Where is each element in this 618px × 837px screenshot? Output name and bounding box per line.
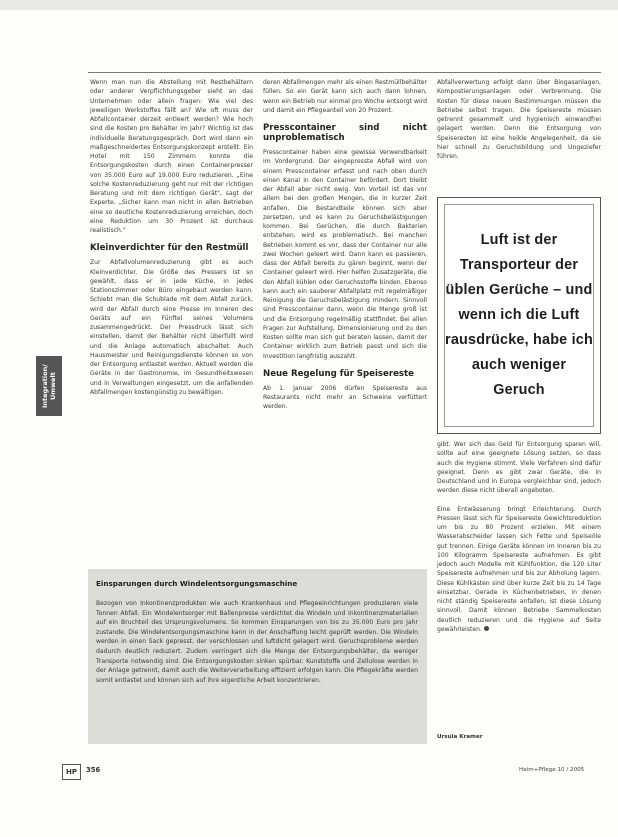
- column-right: [437, 78, 601, 161]
- paragraph: deren Abfallmengen mehr als einen Restmüllbehälter füllen. So ein Gerät kann sich auch dann lohnen, wenn ein Betrieb nur einmal pro Woche entsorgt wird und damit ein Pflegeanteil von 20 Prozent.: [263, 79, 427, 114]
- top-edge: [0, 0, 618, 10]
- info-box: [88, 569, 427, 744]
- pull-quote-text: Luft ist der Transporteur der üblen Gerüche – und wenn ich die Luft rausdrücke, habe ich auch weniger Geruch: [445, 232, 593, 398]
- info-box-text: Bezogen von Inkontinenzprodukten wie auch Krankenhaus und Pflegeeinrichtungen produzieren viele Tonnen Abfall. Ein Windelentsorger mit Ballenpresse verdichtet die Windeln und Inkontinenzmaterialien auf ein Bruchteil des Ursprungsvolumens. So kommen Einsparungen von bis zu 35.000 Euro pro Jahr zustande. Die Windelentsorgungsmaschine kann in der Anschaffung leicht geprüft werden. Die Windeln werden in einen Sack gepresst, der verschlossen und luftdicht gelagert wird. Geruchsprobleme werden dadurch deutlich reduziert. Zudem verringert sich die Menge der Entsorgungsbehälter, da weniger Transporte notwendig sind. Die Entsorgungskosten sinken spürbar. Kunststoffe und Zellulose werden in der Anlage getrennt, damit auch die Weiterverarbeitung effizient erfolgen kann. Die Pflegekräfte werden somit entlastet und können sich auf ihre eigentliche Arbeit konzentrieren.: [96, 600, 418, 684]
- author-name: Ursula Kramer: [437, 734, 483, 740]
- paragraph: [437, 505, 601, 635]
- column-right-lower: [437, 440, 601, 634]
- subheading: Neue Regelung für Speisereste: [263, 368, 414, 379]
- column-left: [90, 78, 253, 397]
- subheading: Kleinverdichter für den Restmüll: [90, 243, 249, 254]
- section-tab: Integration/ Umwelt: [36, 356, 62, 416]
- info-box-title: Einsparungen durch Windelentsorgungsmaschine: [96, 579, 298, 588]
- paragraph: gibt. Wer sich das Geld für Entsorgung sparen will, sollte auf eine geeignete Lösung setzen, so dass auch die Hygiene stimmt. Viele Verfahren sind dafür geeignet. Denn es gibt zwar Geräte, die in Deutschland und in Europa vergleichbar sind, jedoch werden diese nicht überall angeboten.: [437, 441, 601, 495]
- paragraph: Ab 1. Januar 2006 dürfen Speisereste aus Restaurants nicht mehr an Schweine verfüttert werden.: [263, 384, 427, 411]
- column-middle: [263, 78, 427, 412]
- issue-reference: Heim+Pflege 10 / 2005: [519, 767, 585, 773]
- pull-quote-frame: [444, 204, 594, 427]
- magazine-logo: HP: [62, 764, 81, 780]
- paragraph: Zur Abfallvolumenreduzierung gibt es auch Kleinverdichter. Die Größe des Pressers ist so gewählt, dass er in jede Küche, in jedes Stationszimmer oder Büro eingebaut werden kann. Schiebt man die Schublade mit dem Abfall zurück, wird der Abfall durch eine Presse im Inneren des Geräts auf ein Fünftel seines Volumens zusammengedrückt. Der Pressdruck lässt sich einstellen, damit der Behälter nicht überfüllt wird und die Anlage automatisch abschaltet. Auch Hausmeister und Reinigungsdienste können so von der Entsorgung entlastet werden. Aktuell werden die Geräte in der Gastronomie, im Gesundheitswesen und in Verwaltungen eingesetzt, um die anfallenden Abfallmengen kostengünstig zu bewältigen.: [90, 259, 253, 396]
- pull-quote-box: [437, 197, 601, 434]
- header-rule: [88, 72, 601, 73]
- page-number: 356: [86, 766, 101, 774]
- paragraph: Wenn man nun die Abstellung mit Restbehältern oder anderer Verpflichtungsgeber sieht an das Unternehmen oder allein fragen: Wie viel des jeweiligen Werkstoffes fällt an? Wie oft muss der Abfallcontainer derzeit entleert werden? Wie hoch sind die Kosten pro Behälter im Jahr? Wichtig ist das individuelle Beratungsgespräch. Dort wird dann ein maßgeschneidertes Entsorgungskonzept erstellt. Ein Hotel mit 150 Zimmern konnte die Entsorgungskosten durch einen Containerpresser von 35.000 Euro auf 19.000 Euro reduzieren. „Eine solche Kostenreduzierung geht nur mit der richtigen Beratung und mit dem richtigen Gerät", sagt der Experte. „Sicher kann man nicht in allen Betrieben eine so deutliche Kostenreduzierung erreichen, doch eine Reduktion um 30 Prozent ist durchaus realistisch.": [90, 79, 253, 234]
- paragraph: Presscontainer haben eine gewisse Verwendbarkeit im Vordergrund. Der eingepresste Abfall wird von einem Presscontainer erfasst und nach oben durch einen Kanal in den Container befördert. Dort bleibt der Abfall aber nicht ewig. Von Vorteil ist das vor allem bei den großen Mengen, die in kurzer Zeit anfallen. Die Bestandteile können sich aber zersetzen, und es kann zu Geruchsbelästigungen kommen. Bei Gerüchen, die durch Bakterien entstehen, wird es problematisch. Bei manchen Betrieben kommt es vor, dass der Container nur alle zwei Wochen geleert wird. Dann kann es passieren, dass der Abfall bereits zu gären beginnt, wenn der Container geleert wird. Hier helfen Zusatzgeräte, die den Abfall kühlen oder Geruchsstoffe binden. Ebenso kann auch ein sauberer Abfallplatz mit regelmäßiger Reinigung die Geruchsbelästigung mindern. Sinnvoll sind Presscontainer dann, wenn die Menge groß ist und die Entsorgung regelmäßig stattfindet. Bei allen Fragen zur Aufstellung, Dimensionierung und zu den Kosten sollte man sich gut beraten lassen, damit der Container wirklich zum Betrieb passt und sich die Investition langfristig auszahlt.: [263, 149, 427, 360]
- paragraph: Abfallverwertung erfolgt dann über Biogasanlagen, Kompostierungsanlagen oder Verbrennung. Die Kosten für diese neuen Bestimmungen müssen die Betriebe selbst tragen. Die Speisereste müssen getrennt gesammelt und hygienisch einwandfrei gelagert werden. Denn die Entsorgung von Speiseresten ist eine heikle Angelegenheit, da sie hier schnell zu Geruchsbildung und Ungeziefer führen.: [437, 79, 601, 160]
- subheading: Presscontainer sind nicht unproblematisch: [263, 123, 427, 143]
- paragraph-text: Eine Entwässerung bringt Erleichterung. Durch Pressen lässt sich für Speisereste Gewichtsreduktion um bis zu 80 Prozent erzielen. Mit einem Wasserabscheider lassen sich Fette und Speiseöle gut trennen. Einige Geräte können im Inneren bis zu 100 Kilogramm Speisereste aufnehmen. Es gibt jedoch auch Modelle mit Kühlfunktion, die 120 Liter Speisereste aufnehmen und bis zur Abholung lagern. Diese Kühlkästen sind über kurze Zeit bis zu 14 Tage einsetzbar. Gerade in Küchenbetrieben, in denen nicht ständig Speisereste anfallen, ist diese Lösung sinnvoll. Damit können Betriebe Sammelkosten deutlich reduzieren und die Hygiene auf Seite gewährleisten.: [437, 505, 601, 633]
- end-mark-icon: [484, 626, 489, 631]
